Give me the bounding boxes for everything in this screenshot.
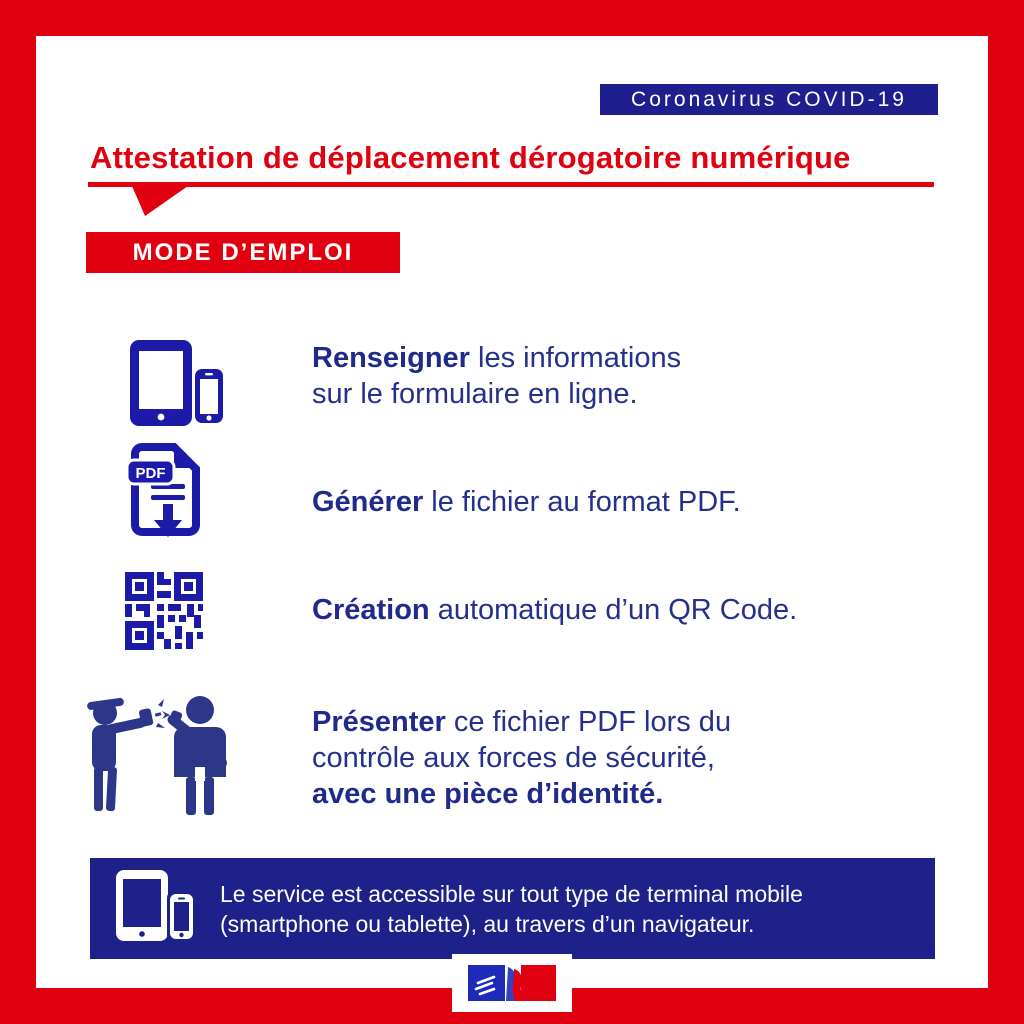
availability-banner bbox=[90, 858, 935, 959]
identity-check-icon bbox=[78, 693, 240, 822]
step-2-line-1: Générer le fichier au format PDF. bbox=[312, 486, 741, 518]
availability-line-1: Le service est accessible sur tout type de terminal mobile bbox=[220, 880, 803, 907]
covid-badge-label: Coronavirus COVID-19 bbox=[631, 87, 907, 111]
speech-tail-rule-icon bbox=[88, 180, 936, 222]
step-1-text bbox=[312, 340, 681, 412]
mode-demploi-label: MODE D’EMPLOI bbox=[132, 238, 354, 266]
step-3-line-1: Création automatique d’un QR Code. bbox=[312, 594, 798, 626]
page-title: Attestation de déplacement dérogatoire numérique bbox=[90, 140, 851, 175]
step-4-line-1: Présenter ce fichier PDF lors du bbox=[312, 706, 732, 738]
step-2-text bbox=[312, 484, 741, 520]
availability-line-2: (smartphone ou tablette), au travers d’un navigateur. bbox=[220, 910, 755, 937]
qr-code-icon bbox=[124, 571, 204, 656]
availability-text bbox=[220, 879, 803, 939]
step-3-text bbox=[312, 592, 797, 628]
step-1-line-1: Renseigner les informations bbox=[312, 342, 682, 374]
covid-badge bbox=[600, 84, 938, 115]
step-4-line-3: avec une pièce d’identité. bbox=[312, 778, 664, 810]
step-4-text bbox=[312, 704, 731, 812]
pdf-download-icon bbox=[126, 442, 210, 545]
mobile-devices-icon bbox=[114, 868, 198, 949]
pdf-label: PDF bbox=[135, 465, 166, 482]
step-1-line-2: sur le formulaire en ligne. bbox=[312, 378, 638, 410]
footer-logo-tab bbox=[452, 954, 572, 1012]
step-4-line-2: contrôle aux forces de sécurité, bbox=[312, 742, 715, 774]
tablet-phone-icon bbox=[128, 338, 230, 435]
title-underline bbox=[88, 180, 936, 227]
mode-demploi-badge bbox=[86, 232, 400, 273]
french-government-marianne-logo bbox=[464, 963, 560, 1003]
